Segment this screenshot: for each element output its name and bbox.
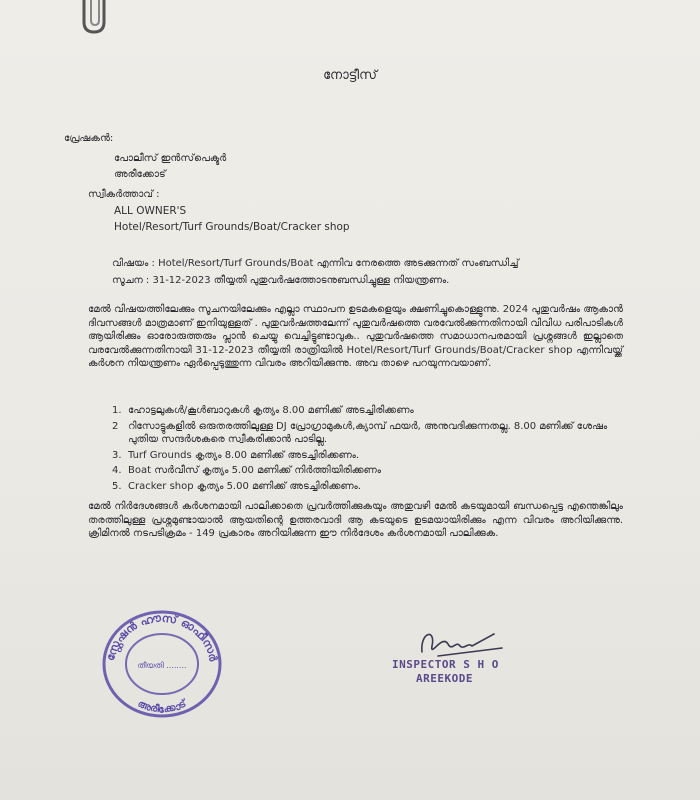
closing-paragraph: മേൽ നിർദേശങ്ങൾ കർശനമായി പാലിക്കാതെ പ്രവർത്തിക്കുകയും അതുവഴി മേൽ കടയുമായി ബന്ധപ്പെട്ട എന്തെങ്കിലും തരത്തിലുള്ള പ്രശ്നമുണ്ടായാൽ ആയതിന്റെ ഉത്തരവാദി ആ കടയുടെ ഉടമയായിരിക്കും എന്ന വിവരം അറിയിക്കുന്നു. ക്രിമിനൽ നടപടിക്രമം - 149 പ്രകാരം അറിയിക്കുന്ന ഈ നിർദേശം കർശനമായി പാലിക്കുക. [88, 501, 623, 540]
rule-item [112, 464, 632, 478]
stamp-middle: തീയതി ........ [137, 661, 187, 670]
rule-number: 4. [112, 465, 122, 477]
signature-title: INSPECTOR S H O [392, 658, 499, 671]
signature-block [392, 658, 499, 686]
body-paragraph: മേൽ വിഷയത്തിലേക്കും സൂചനയിലേക്കും എല്ലാ സ്ഥാപന ഉടമകളെയും ക്ഷണിച്ചുകൊള്ളുന്നു. 2024 പുതുവർഷം ആകാൻ ദിവസങ്ങൾ മാത്രമാണ് ഇനിയുള്ളത് . പുതുവർഷത്തലേന്ന് പുതുവർഷത്തെ വരവേൽക്കുന്നതിനായി വിവിധ പരിപാടികൾ ആയിരിക്കും ഓരോരുത്തരും പ്ലാൻ ചെയ്യു വെച്ചിട്ടുണ്ടാവുക.. പുതുവർഷത്തെ സമാധാനപരമായി പ്രശ്നങ്ങൾ ഇല്ലാതെ വരവേൽക്കുന്നതിനായി 31-12-2023 തീയ്യതി രാത്രിയിൽ Hotel/Resort/Turf Grounds/Boat/Cracker shop എന്നിവയ്ക്ക് കർശന നിയന്ത്രണം ഏർപ്പെടുത്തുന്ന വിവരം അറിയിക്കുന്നു. അവ താഴെ പറയുന്നവയാണ്. [88, 304, 623, 370]
rule-number: 3. [112, 449, 122, 461]
rule-text: Turf Grounds കൃത്യം 8.00 മണിക്ക് അടച്ചിരിക്കണം. [128, 449, 360, 461]
stamp-ring-top: സ്റ്റേഷൻ ഹൗസ് ഓഫീസർ [103, 611, 220, 663]
rule-text: Boat സർവീസ് കൃത്യം 5.00 മണിക്ക് നിർത്തിയിരിക്കണം [128, 465, 382, 477]
from-label: പ്രേഷകൻ: [64, 133, 114, 144]
rule-number: 5. [112, 480, 122, 492]
notice-title: നോട്ടീസ് [323, 68, 377, 83]
rules-list [112, 404, 632, 494]
police-seal-stamp [92, 602, 232, 722]
rule-item [112, 420, 632, 447]
subject-line: വിഷയം : Hotel/Resort/Turf Grounds/Boat എന്നിവ നേരത്തെ അടക്കുന്നത് സംബന്ധിച്ച് [112, 258, 519, 269]
rule-item [112, 480, 632, 494]
rule-item [112, 449, 632, 463]
stamp-ring-bottom: അരീക്കോട് [135, 698, 189, 717]
signature-place: AREEKODE [416, 672, 473, 685]
rule-item [112, 404, 632, 418]
from-line-1: പോലീസ് ഇൻസ്‌പെക്ടർ [114, 153, 227, 164]
svg-text:സ്റ്റേഷൻ ഹൗസ് ഓഫീസർ [104, 611, 220, 663]
to-label: സ്വീകർത്താവ് : [88, 189, 160, 200]
from-line-2: അരീക്കോട് [114, 169, 166, 180]
rule-number: 1. [112, 405, 122, 416]
paper-clip-icon [78, 0, 114, 36]
rule-text: ഹോട്ടലുകൾ/കൂൾബാറുകൾ കൃത്യം 8.00 മണിക്ക് അടച്ചിരിക്കണം [128, 405, 414, 416]
rule-text: Cracker shop കൃത്യം 5.00 മണിക്ക് അടച്ചിരിക്കണം. [128, 480, 362, 492]
rule-text: റിസോട്ടുകളിൽ ഒരുതരത്തിലുള്ള DJ പ്രോഗ്രാമുകൾ,ക്യാമ്പ് ഫയർ, അനുവദിക്കുന്നതല്ല. 8.00 മണിക്ക് ശേഷം പുതിയ സന്ദർശകരെ സ്വീകരിക്കാൻ പാടില്ല. [128, 420, 608, 446]
reference-line: സൂചന : 31-12-2023 തീയ്യതി പുതുവർഷത്തോടനുബന്ധിച്ചുള്ള നിയന്ത്രണം. [112, 275, 450, 286]
rule-number: 2 [112, 420, 119, 432]
to-line-1: ALL OWNER'S [114, 205, 187, 217]
to-line-2: Hotel/Resort/Turf Grounds/Boat/Cracker shop [114, 221, 350, 233]
